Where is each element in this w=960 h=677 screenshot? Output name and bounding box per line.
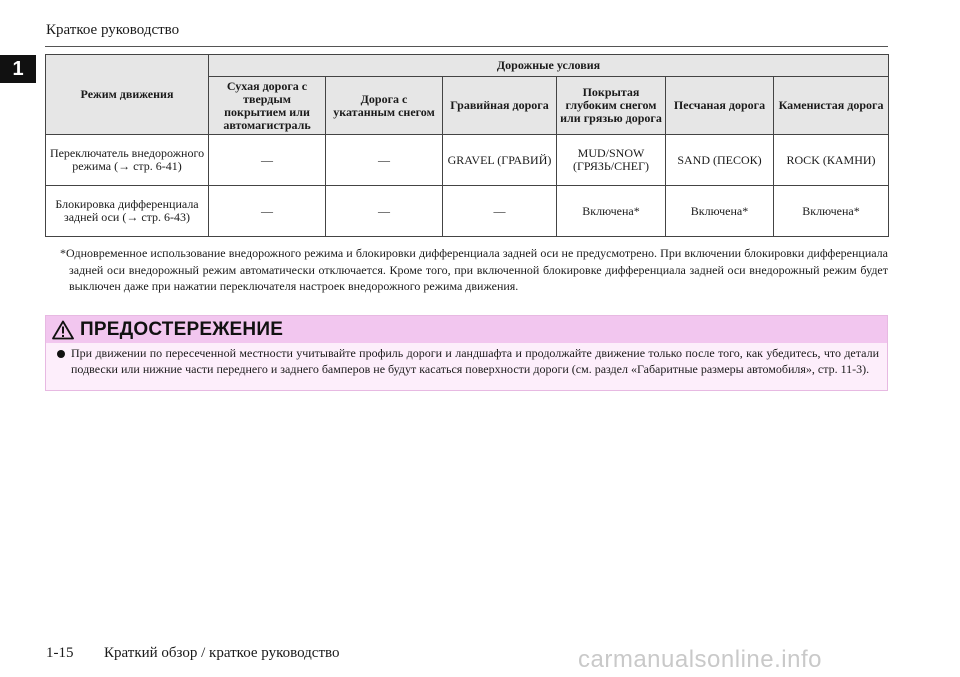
condition-header: Песчаная дорога — [666, 77, 774, 135]
header-rule — [45, 46, 888, 47]
table-cell: ROCK (КАМНИ) — [774, 135, 889, 186]
table-cell: — — [326, 186, 443, 237]
table-cell: Включена* — [666, 186, 774, 237]
row-mode-label: Блокировка дифференциала задней оси (→ стр. 6-43) — [46, 186, 209, 237]
condition-header: Дорога с укатанным снегом — [326, 77, 443, 135]
warning-title: ПРЕДОСТЕРЕЖЕНИЕ — [80, 318, 284, 340]
condition-header: Покрытая глубоким снегом или грязью дорога — [557, 77, 666, 135]
table-cell: — — [326, 135, 443, 186]
condition-header: Сухая дорога с твердым покрытием или автомагистраль — [209, 77, 326, 135]
row-mode-label: Переключатель внедорожного режима (→ стр. 6-41) — [46, 135, 209, 186]
table-cell: MUD/SNOW (ГРЯЗЬ/СНЕГ) — [557, 135, 666, 186]
driving-modes-table — [45, 54, 889, 237]
page-header-title: Краткое руководство — [46, 22, 180, 38]
table-cell: SAND (ПЕСОК) — [666, 135, 774, 186]
page-number: 1-15 — [46, 645, 74, 661]
table-cell: — — [209, 186, 326, 237]
warning-box — [45, 315, 888, 391]
table-cell: Включена* — [557, 186, 666, 237]
warning-header — [46, 316, 887, 343]
condition-header: Каменистая дорога — [774, 77, 889, 135]
watermark: carmanualsonline.info — [578, 646, 822, 673]
conditions-header: Дорожные условия — [209, 55, 889, 77]
table-cell: — — [443, 186, 557, 237]
warning-triangle-icon — [52, 320, 74, 340]
footnote: *Одновременное использование внедорожного режима и блокировки дифференциала задней оси не предусмотрено. При включении блокировки дифференциала задней оси внедорожный режим автоматически отключается. Кроме того, при включенной блокировке дифференциала задней оси внедорожный режим будет выключен даже при нажатии переключателя настроек внедорожного режима движения. — [60, 246, 888, 293]
chapter-tab: 1 — [0, 55, 36, 83]
table-cell: Включена* — [774, 186, 889, 237]
table-cell: — — [209, 135, 326, 186]
footer-title: Краткий обзор / краткое руководство — [104, 645, 340, 661]
table-cell: GRAVEL (ГРАВИЙ) — [443, 135, 557, 186]
table-row — [46, 186, 889, 237]
warning-text: При движении по пересеченной местности учитывайте профиль дороги и ландшафта и продолжайте движение только после того, как убедитесь, что детали подвески или нижние части переднего и заднего бамперов не будут касаться поверхности дороги (см. раздел «Габаритные размеры автомобиля», стр. 11-3). — [71, 346, 879, 376]
mode-column-header: Режим движения — [46, 55, 209, 135]
table-row — [46, 135, 889, 186]
condition-header: Гравийная дорога — [443, 77, 557, 135]
bullet-icon — [57, 350, 65, 358]
